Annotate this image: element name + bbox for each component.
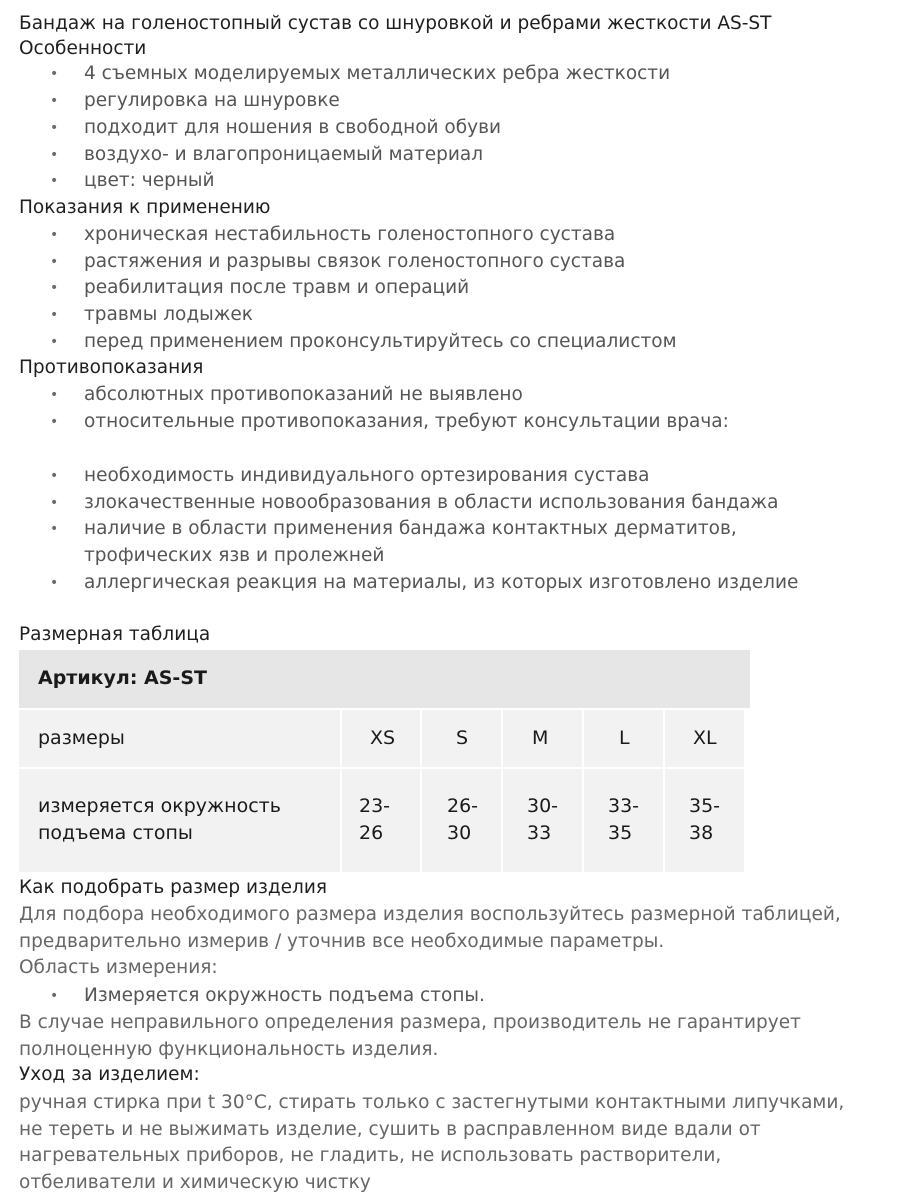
product-title: Бандаж на голеностопный сустав со шнуровкой и ребрами жесткости AS-ST (19, 13, 772, 34)
size-l: L (619, 727, 630, 749)
howto-text-line1: Для подбора необходимого размера изделия воспользуйтесь размерной таблицей, (19, 904, 841, 925)
table-cell (665, 769, 744, 872)
bullet-icon: • (50, 254, 59, 270)
table-cell (584, 769, 663, 872)
contraindications-heading: Противопоказания (19, 357, 204, 378)
range-m-line2: 33 (527, 822, 552, 844)
range-l-line2: 35 (608, 822, 633, 844)
table-cell (584, 710, 663, 767)
bullet-icon: • (50, 93, 59, 109)
bullet-icon: • (50, 120, 59, 136)
range-s-line1: 26- (447, 795, 479, 817)
care-text-line4: отбеливатели и химическую чистку (19, 1172, 371, 1193)
features-heading: Особенности (19, 38, 147, 59)
range-xl-line2: 38 (689, 822, 714, 844)
howto-heading: Как подобрать размер изделия (19, 877, 327, 898)
product-description-page: Бандаж на голеностопный сустав со шнуровкой и ребрами жесткости AS-ST Особенности • 4 съемных моделируемых металлических ребра жесткости • регулировка на шнуровке • подходит для ношения в свободной обуви • воздухо- и влагопроницаемый материал • цвет: черный Показания к применению • хроническая нестабильность голеностопного сустава • растяжения и разрывы связок голеностопного сустава • реабилитация после травм и операций • травмы лодыжек • перед применением проконсультируйтесь со специалистом Противопоказания • абсолютных противопоказаний не выявлено • относительные противопоказания, требуют консультации врача: • необходимость индивидуального ортезирования сустава • злокачественные новообразования в области использования бандажа • наличие в области применения бандажа контактных дерматитов, трофических язв и пролежней • аллергическая реакция на материалы, из которых изготовлено изделие Размерная таблица Артикул: AS-ST размеры XS S M L XL измеряется окружность подъема стопы 23- 26 26- 30 30- 33 33- 35 35- 38 Как подобрать размер изделия Для подбора необходимого размера изделия воспользуйтесь размерной таблицей, предварительно измерив / уточнив все необходимые параметры. Область измерения: • Измеряется окружность подъема стопы. В случае неправильного определения размера, производитель не гарантирует полноценную функциональность изделия. Уход за изделием: ручная стирка при t 30°С, стирать только с застегнутыми контактными липучками, не тереть и не выжимать изделие, сушить в расправленном виде вдали от нагревательных приборов, не гладить, не использовать растворители, отбеливатели и химическую чистку (0, 0, 900, 1200)
bullet-icon: • (50, 147, 59, 163)
row-label-sizes: размеры (38, 727, 125, 749)
bullet-icon: • (50, 66, 59, 82)
range-l-line1: 33- (608, 795, 640, 817)
range-s-line2: 30 (447, 822, 472, 844)
bullet-icon: • (50, 414, 59, 430)
bullet-icon: • (50, 521, 59, 537)
size-table-header (19, 650, 750, 708)
bullet-icon: • (50, 495, 59, 511)
size-table (19, 650, 750, 872)
bullet-icon: • (50, 227, 59, 243)
care-text-line1: ручная стирка при t 30°С, стирать только с застегнутыми контактными липучками, (19, 1092, 845, 1113)
table-cell (19, 710, 340, 767)
bullet-icon: • (50, 173, 59, 189)
article-label: Артикул: AS-ST (38, 667, 207, 689)
table-cell (422, 710, 501, 767)
size-xs: XS (370, 727, 396, 749)
table-cell (503, 710, 582, 767)
table-cell (342, 769, 420, 872)
range-xl-line1: 35- (689, 795, 721, 817)
size-s: S (456, 727, 469, 749)
range-xs-line1: 23- (359, 795, 391, 817)
bullet-icon: • (50, 575, 59, 591)
bullet-icon: • (50, 280, 59, 296)
size-xl: XL (693, 727, 717, 749)
care-heading: Уход за изделием: (19, 1064, 200, 1085)
table-cell (422, 769, 501, 872)
care-text-line3: нагревательных приборов, не гладить, не использовать растворители, (19, 1145, 722, 1166)
table-cell (19, 769, 340, 872)
row-label-measure-line1: измеряется окружность (38, 795, 281, 817)
bullet-icon: • (50, 334, 59, 350)
size-m: M (532, 727, 549, 749)
care-text-line2: не тереть и не выжимать изделие, сушить в расправленном виде вдали от (19, 1119, 761, 1140)
measure-area-label: Область измерения: (19, 957, 218, 978)
bullet-icon: • (50, 468, 59, 484)
howto-text-line2: предварительно измерив / уточнив все необходимые параметры. (19, 931, 665, 952)
size-table-heading: Размерная таблица (19, 624, 211, 645)
warning-line2: полноценную функциональность изделия. (19, 1039, 439, 1060)
warning-line1: В случае неправильного определения размера, производитель не гарантирует (19, 1012, 801, 1033)
range-m-line1: 30- (527, 795, 559, 817)
table-cell (665, 710, 744, 767)
indications-heading: Показания к применению (19, 197, 271, 218)
table-cell (342, 710, 420, 767)
bullet-icon: • (50, 988, 59, 1004)
table-cell (503, 769, 582, 872)
bullet-icon: • (50, 387, 59, 403)
row-label-measure-line2: подъема стопы (38, 822, 193, 844)
range-xs-line2: 26 (359, 822, 384, 844)
bullet-icon: • (50, 307, 59, 323)
